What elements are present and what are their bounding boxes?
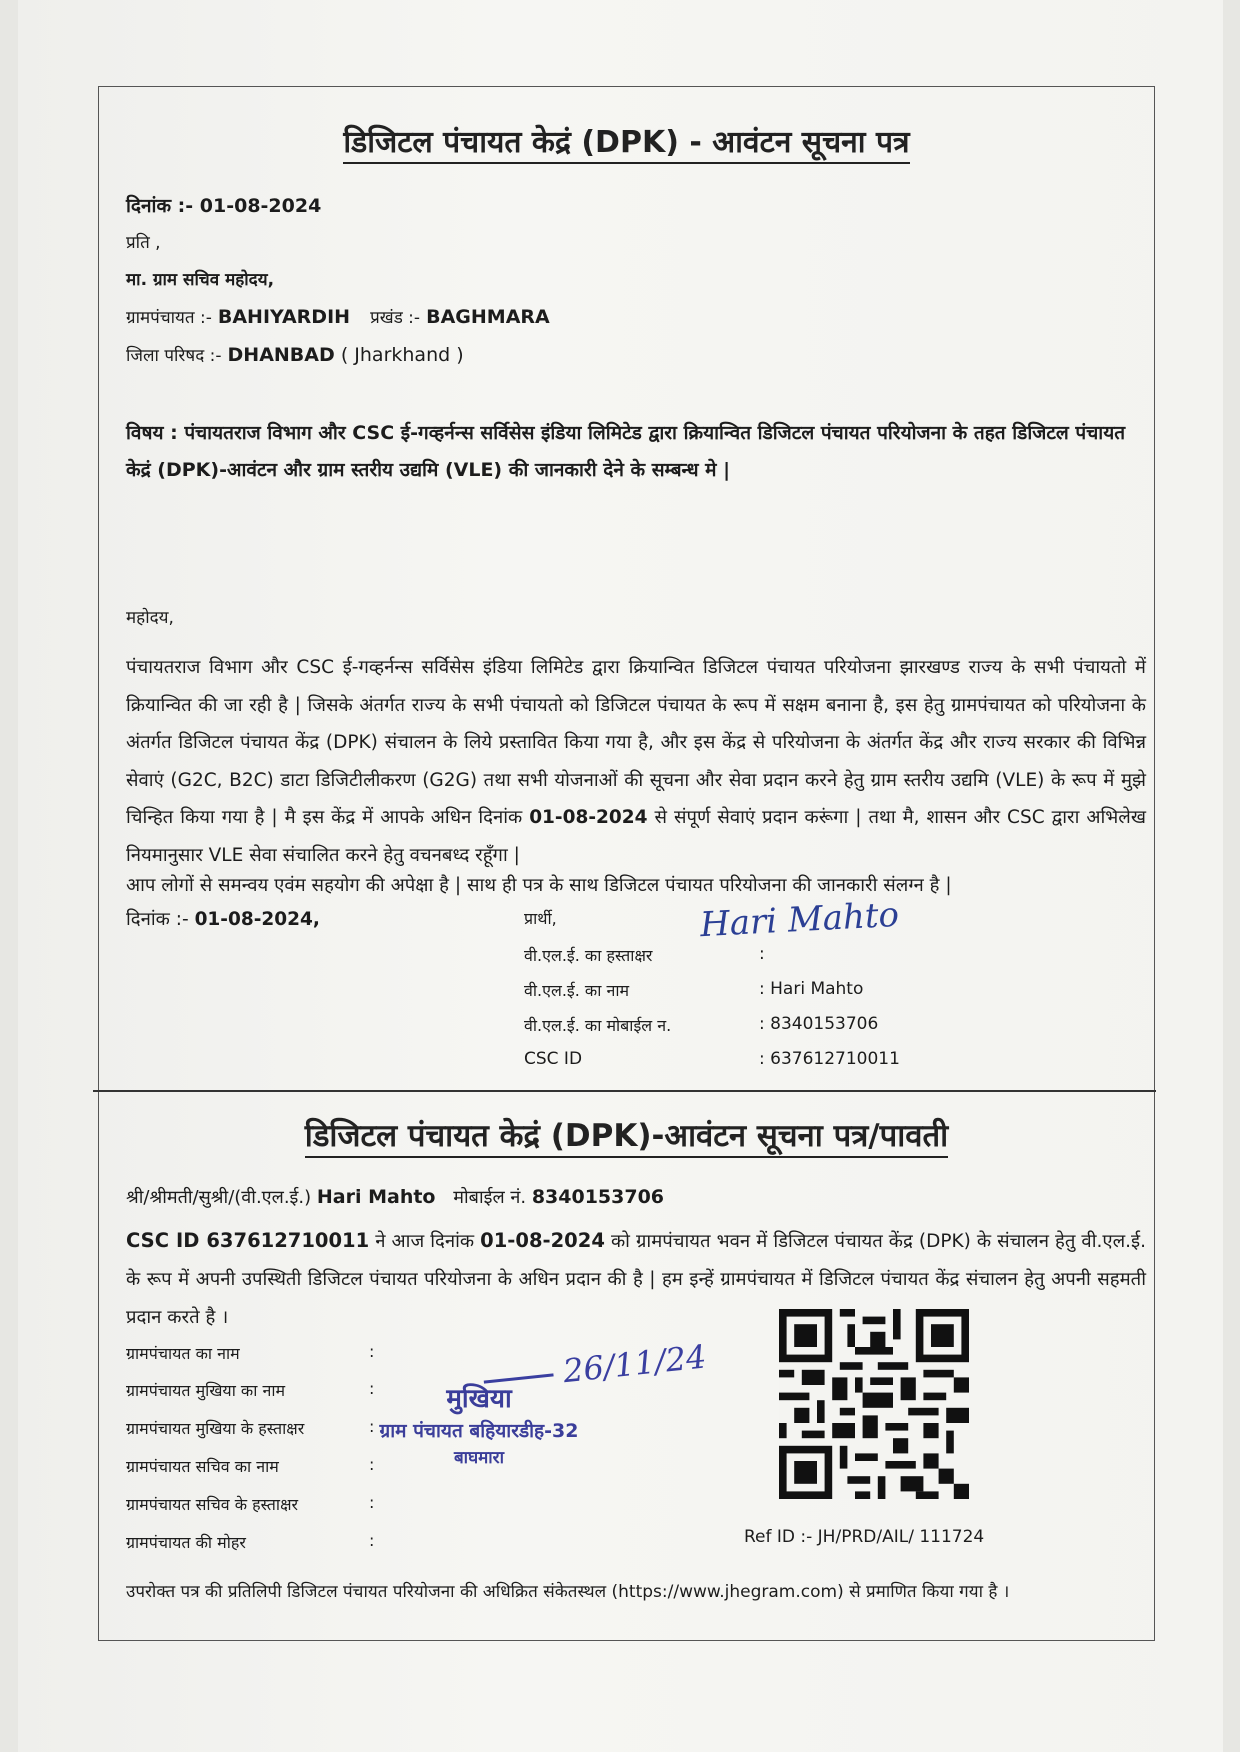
footer-note: उपरोक्त पत्र की प्रतिलिपी डिजिटल पंचायत परियोजना की अधिक्रित संकेतस्थल (https://www.jhegram.com) से प्रमाणित किया गया है । xyxy=(126,1582,1010,1602)
document-frame xyxy=(98,86,1155,1641)
paper-sheet xyxy=(18,0,1223,1752)
receipt-paragraph xyxy=(126,1222,1146,1337)
person-label: श्री/श्रीमती/सुश्री/(वी.एल.ई.) xyxy=(126,1187,312,1208)
block-value: BAGHMARA xyxy=(426,306,550,328)
district-line xyxy=(126,343,464,366)
vle-signature: Hari Mahto xyxy=(699,894,900,946)
to-label: प्रति , xyxy=(126,233,161,253)
handwritten-date: 26/11/24 xyxy=(482,1337,708,1398)
vle-mobile-value: : 8340153706 xyxy=(759,1014,879,1034)
stamp-line-3: बाघमारा xyxy=(453,1448,505,1468)
block-label: प्रखंड :- xyxy=(370,308,421,328)
receipt-date: 01-08-2024 xyxy=(480,1229,605,1252)
vle-name-value: : Hari Mahto xyxy=(759,979,864,999)
body-closing: आप लोगों से समन्वय एवंम सहयोग की अपेक्षा है | साथ ही पत्र के साथ डिजिटल पंचायत परियोजना की जानकारी संलग्न है | xyxy=(126,875,952,896)
closing-date xyxy=(126,906,320,931)
receipt-person-line xyxy=(126,1185,664,1209)
gp-value: BAHIYARDIH xyxy=(217,306,351,328)
field-colon: : xyxy=(369,1379,375,1398)
body-paragraph xyxy=(126,649,1146,874)
gp-block-line xyxy=(126,305,550,328)
body-date: 01-08-2024 xyxy=(529,807,648,828)
letter-title: डिजिटल पंचायत केद्रं (DPK) - आवंटन सूचना पत्र xyxy=(99,120,1154,161)
letter-date: दिनांक :- 01-08-2024 xyxy=(126,195,322,217)
field-gp-seal: ग्रामपंचायत की मोहर xyxy=(126,1533,246,1552)
field-colon: : xyxy=(369,1455,375,1474)
vle-sign-label: वी.एल.ई. का हस्ताक्षर xyxy=(524,946,653,965)
district-value: DHANBAD xyxy=(227,344,335,366)
receipt-text-1: ने आज दिनांक xyxy=(375,1231,475,1252)
ref-id: Ref ID :- JH/PRD/AIL/ 111724 xyxy=(744,1527,985,1547)
stamp-line-2: ग्राम पंचायत बहियारडीह-32 xyxy=(379,1420,579,1442)
vle-sign-sep: : xyxy=(759,944,765,964)
field-secretary-sign: ग्रामपंचायत सचिव के हस्ताक्षर xyxy=(126,1495,299,1514)
csc-id-label: CSC ID xyxy=(524,1049,583,1069)
field-colon: : xyxy=(369,1531,375,1550)
vle-mobile-label: वी.एल.ई. का मोबाईल न. xyxy=(524,1016,672,1035)
closing-date-label: दिनांक :- xyxy=(126,909,189,930)
qr-code xyxy=(779,1309,969,1499)
field-colon: : xyxy=(369,1417,375,1436)
applicant-label: प्रार्थी, xyxy=(524,909,557,928)
district-label: जिला परिषद :- xyxy=(126,346,222,366)
addressee: मा. ग्राम सचिव महोदय, xyxy=(126,270,275,290)
subject: विषय : पंचायतराज विभाग और CSC ई-गव्हर्नन्स सर्विसेस इंडिया लिमिटेड द्वारा क्रियान्वित डिजिटल पंचायत परियोजना के तहत डिजिटल पंचायत केद्रं (DPK)-आवंटन और ग्राम स्तरीय उद्यमि (VLE) की जानकारी देने के सम्बन्ध मे | xyxy=(126,422,1126,481)
section-divider xyxy=(93,1090,1156,1092)
csc-id-value: : 637612710011 xyxy=(759,1049,900,1069)
field-gp-name: ग्रामपंचायत का नाम xyxy=(126,1344,240,1363)
body-text-1: पंचायतराज विभाग और CSC ई-गव्हर्नन्स सर्विसेस इंडिया लिमिटेड द्वारा क्रियान्वित डिजिटल पंचायत परियोजना झारखण्ड राज्य के सभी पंचायतो में क्रियान्वित की जा रही है | जिसके अंतर्गत राज्य के सभी पंचायतो को डिजिटल पंचायत के रूप में सक्षम बनाना है, इस हेतु ग्रामपंचायत को परियोजना के अंतर्गत डिजिटल पंचायत केंद्र (DPK) संचालन के लिये प्रस्तावित किया गया है, और इस केंद्र से परियोजना के अंतर्गत केंद्र और राज्य सरकार की विभिन्न सेवाएं (G2C, B2C) डाटा डिजिटीलीकरण (G2G) तथा सभी योजनाओं की सूचना और सेवा प्रदान करने हेतु ग्राम स्तरीय उद्यमि (VLE) के रूप में मुझे चिन्हित किया गया है | मै इस केंद्र में आपके अधिन दिनांक xyxy=(126,657,1146,828)
state-value: ( Jharkhand ) xyxy=(340,344,464,366)
stamp-line-1: मुखिया xyxy=(446,1384,512,1414)
field-colon: : xyxy=(369,1493,375,1512)
body-text-2: से संपूर्ण सेवाएं प्रदान करूंगा | तथा मै, शासन और CSC द्वारा अभिलेख नियमानुसार VLE सेवा संचालित करने हेतु वचनबध्द रहूँगा | xyxy=(126,807,1146,866)
receipt-text-2: को ग्रामपंचायत भवन में डिजिटल पंचायत केंद्र (DPK) के संचालन हेतु वी.एल.ई. के रूप में अपनी उपस्थिती डिजिटल पंचायत परियोजना के अधिन प्रदान की है | हम इन्हें ग्रामपंचायत में डिजिटल पंचायत केंद्र संचालन हेतु अपनी सहमती प्रदान करते है । xyxy=(126,1231,1147,1328)
mukhiya-stamp xyxy=(349,1379,609,1468)
receipt-title: डिजिटल पंचायत केद्रं (DPK)-आवंटन सूचना पत्र/पावती xyxy=(99,1114,1154,1156)
field-mukhiya-name: ग्रामपंचायत मुखिया का नाम xyxy=(126,1381,286,1400)
receipt-csc-id: CSC ID 637612710011 xyxy=(126,1229,370,1252)
field-colon: : xyxy=(369,1342,375,1361)
salutation: महोदय, xyxy=(126,608,174,628)
mobile-value: 8340153706 xyxy=(531,1186,665,1208)
field-secretary-name: ग्रामपंचायत सचिव का नाम xyxy=(126,1457,279,1476)
closing-date-value: 01-08-2024, xyxy=(194,909,320,930)
mobile-label: मोबाईल नं. xyxy=(453,1187,527,1208)
person-name: Hari Mahto xyxy=(316,1186,436,1208)
gp-label: ग्रामपंचायत :- xyxy=(126,308,212,328)
field-mukhiya-sign: ग्रामपंचायत मुखिया के हस्ताक्षर xyxy=(126,1419,305,1438)
vle-name-label: वी.एल.ई. का नाम xyxy=(524,981,630,1000)
